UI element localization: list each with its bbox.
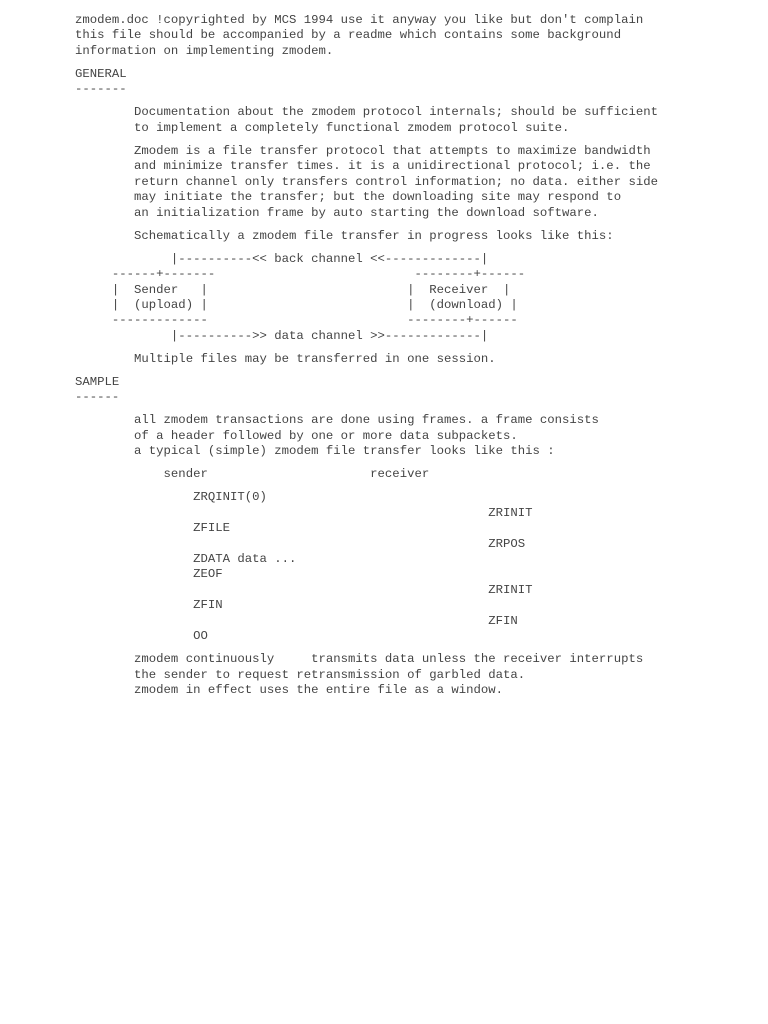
sample-heading: SAMPLE (75, 374, 120, 389)
closing-line-1: zmodem continuously transmits data unless the receiver interrupts (75, 652, 644, 667)
exchange-line-zfin-sender: ZFIN (75, 598, 223, 613)
header-line-2: this file should be accompanied by a readme which contains some background (75, 28, 622, 43)
closing-line-2: the sender to request retransmission of garbled data. (75, 667, 526, 682)
header-line-3: information on implementing zmodem. (75, 43, 334, 58)
description-line-4: may initiate the transfer; but the downloading site may respond to (75, 190, 622, 205)
sample-intro-line-1: all zmodem transactions are done using frames. a frame consists (75, 413, 599, 428)
exchange-line-oo: OO (75, 629, 208, 644)
sample-heading-underline: ------ (75, 390, 120, 405)
general-intro-line-1: Documentation about the zmodem protocol internals; should be sufficient (75, 105, 658, 120)
exchange-line-zfile: ZFILE (75, 521, 230, 536)
exchange-line-zdata: ZDATA data ... (75, 552, 297, 567)
diagram-box-roles: | (upload) | | (download) | (75, 297, 518, 312)
diagram-data-channel: |---------->> data channel >>-------------| (75, 328, 489, 343)
description-line-5: an initialization frame by auto starting the download software. (75, 205, 599, 220)
exchange-line-zrqinit: ZRQINIT(0) (75, 490, 267, 505)
diagram-box-labels: | Sender | | Receiver | (75, 282, 511, 297)
closing-line-3: zmodem in effect uses the entire file as a window. (75, 683, 504, 697)
exchange-line-zfin-receiver: ZFIN (75, 613, 518, 628)
general-heading-underline: ------- (75, 82, 127, 97)
zmodem-document (75, 13, 755, 698)
exchange-column-headers: sender receiver (75, 467, 430, 482)
exchange-line-zrpos: ZRPOS (75, 536, 526, 551)
general-intro-line-2: to implement a completely functional zmodem protocol suite. (75, 120, 570, 135)
general-heading: GENERAL (75, 66, 127, 81)
sample-intro-line-3: a typical (simple) zmodem file transfer looks like this : (75, 444, 555, 459)
diagram-back-channel: |----------<< back channel <<-------------| (75, 251, 489, 266)
exchange-line-zrinit-1: ZRINIT (75, 505, 533, 520)
document-page (75, 13, 755, 698)
sample-intro-line-2: of a header followed by one or more data subpackets. (75, 428, 518, 443)
diagram-box-bottom: ------------- --------+------ (75, 313, 518, 328)
description-line-3: return channel only transfers control information; no data. either side (75, 174, 658, 189)
multiple-files-note: Multiple files may be transferred in one session. (75, 351, 496, 366)
schematic-intro: Schematically a zmodem file transfer in progress looks like this: (75, 228, 614, 243)
diagram-box-top: ------+------- --------+------ (75, 267, 526, 282)
description-line-2: and minimize transfer times. it is a unidirectional protocol; i.e. the (75, 159, 651, 174)
exchange-line-zrinit-2: ZRINIT (75, 582, 533, 597)
description-line-1: Zmodem is a file transfer protocol that attempts to maximize bandwidth (75, 143, 651, 158)
header-line-1: zmodem.doc !copyrighted by MCS 1994 use it anyway you like but don't complain (75, 13, 644, 27)
exchange-line-zeof: ZEOF (75, 567, 223, 582)
